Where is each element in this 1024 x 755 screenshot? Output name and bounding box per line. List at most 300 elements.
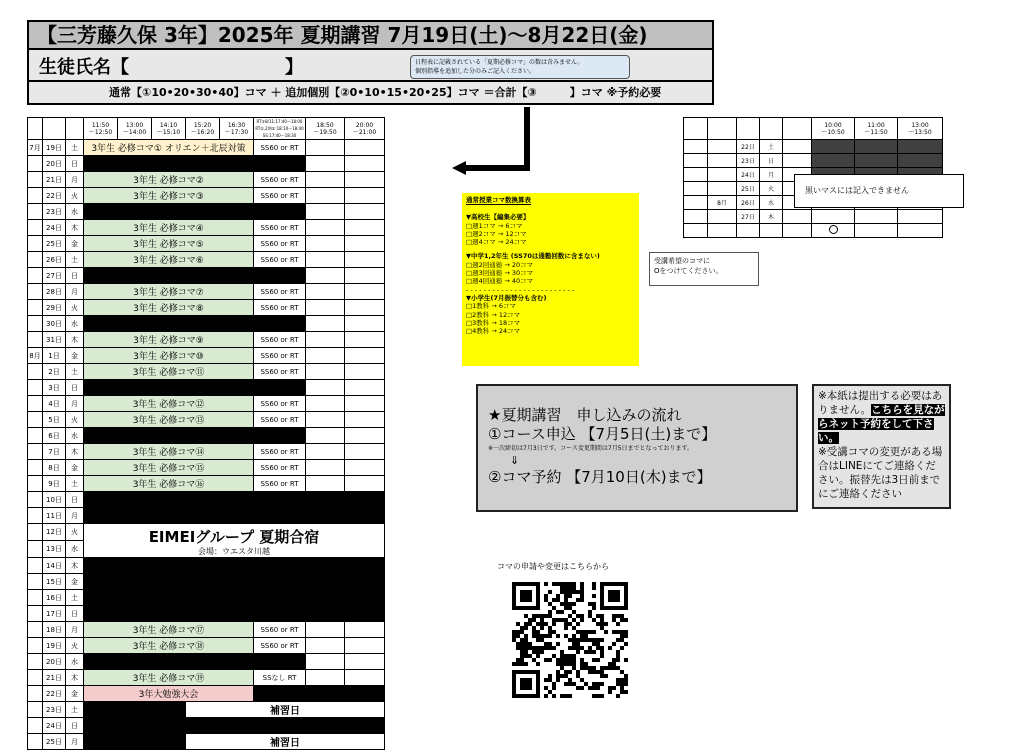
month-cell: [28, 364, 43, 380]
schedule-row: [28, 300, 385, 316]
month-cell: [28, 172, 43, 188]
time-slot-header: 13:00 〜13:50: [898, 118, 943, 140]
month-cell: [28, 412, 43, 428]
schedule-row: [28, 220, 385, 236]
weekday-cell: 火: [66, 638, 84, 654]
evening-slot-cell[interactable]: [345, 654, 385, 670]
date-cell: 25日: [737, 182, 760, 196]
month-cell: 8月: [708, 196, 737, 210]
weekday-cell: 金: [66, 686, 84, 702]
evening-slot-cell[interactable]: [306, 284, 345, 300]
required-koma-cell: 3年生 必修コマ① オリエン＋北辰対策: [84, 140, 254, 156]
ss-rt-cell[interactable]: SS60 or RT: [254, 300, 306, 316]
required-koma-cell: 3年生 必修コマ④: [84, 220, 254, 236]
extra-row: [684, 224, 943, 238]
ss-rt-cell[interactable]: SS60 or RT: [254, 396, 306, 412]
schedule-row: [28, 428, 385, 444]
time-slot-header: 15:20 〜16:20: [186, 118, 220, 140]
evening-slot-cell[interactable]: [306, 364, 345, 380]
ss-rt-cell[interactable]: SS60 or RT: [254, 188, 306, 204]
weekday-cell: 水: [66, 316, 84, 332]
weekday-cell: 土: [66, 252, 84, 268]
slot-cell[interactable]: [855, 210, 898, 224]
note-text: ※受講コマの変更がある場合はLINEにてご連絡ください。振替先は3日前までにご連絡ください: [818, 446, 943, 500]
evening-slot-cell[interactable]: [345, 396, 385, 412]
month-cell: [28, 220, 43, 236]
evening-slot-cell[interactable]: [306, 300, 345, 316]
blocked-cell: [84, 654, 306, 670]
camp-title: EIMEIグループ 夏期合宿: [148, 528, 320, 546]
schedule-row: [28, 364, 385, 380]
month-cell: [708, 168, 737, 182]
circle-callout: [649, 252, 759, 286]
month-cell: [28, 574, 43, 590]
header-blank-cell: [684, 118, 708, 140]
required-koma-cell: 3年生 必修コマ⑬: [84, 412, 254, 428]
date-cell: 30日: [43, 316, 66, 332]
ss-rt-cell[interactable]: SS60 or RT: [254, 252, 306, 268]
evening-slot-cell[interactable]: [306, 476, 345, 492]
spacer-cell: [783, 210, 812, 224]
blocked-cell: [812, 154, 855, 168]
date-cell: 20日: [43, 654, 66, 670]
makeup-day-cell: 補習日: [186, 734, 385, 750]
date-cell: 21日: [43, 670, 66, 686]
flow-step-note: ※一次締切は7月3日です。コース変更期間は7月5日までとなっております。: [488, 445, 694, 452]
month-cell: [28, 541, 43, 558]
circle-callout-line: Oをつけてください。: [654, 267, 723, 275]
date-cell: 16日: [43, 590, 66, 606]
ss-rt-cell[interactable]: SS60 or RT: [254, 412, 306, 428]
schedule-row: [28, 172, 385, 188]
month-cell: [28, 606, 43, 622]
schedule-row: [28, 156, 385, 172]
evening-slot-cell[interactable]: [306, 316, 345, 332]
ss-rt-cell[interactable]: SS60 or RT: [254, 140, 306, 156]
header-blank-cell: [708, 118, 737, 140]
date-cell: 18日: [43, 622, 66, 638]
date-cell: 25日: [43, 734, 66, 750]
evening-slot-cell[interactable]: [345, 204, 385, 220]
ss-rt-cell[interactable]: SS60 or RT: [254, 284, 306, 300]
month-cell: [28, 428, 43, 444]
blocked-cell: [84, 268, 306, 284]
header-blank-cell: [760, 118, 783, 140]
conversion-line: □1教科 → 6コマ: [466, 302, 516, 311]
month-cell: [28, 188, 43, 204]
spacer-cell: [684, 140, 708, 154]
date-cell: 22日: [43, 188, 66, 204]
date-cell: 2日: [43, 364, 66, 380]
ss-rt-cell[interactable]: SS60 or RT: [254, 332, 306, 348]
schedule-row: [28, 686, 385, 702]
schedule-row: [28, 638, 385, 654]
weekday-cell: 水: [66, 428, 84, 444]
evening-slot-cell[interactable]: [306, 188, 345, 204]
schedule-row: [28, 718, 385, 734]
ss-rt-cell[interactable]: SS60 or RT: [254, 364, 306, 380]
weekday-cell: 金: [66, 460, 84, 476]
evening-slot-cell[interactable]: [345, 156, 385, 172]
date-cell: 28日: [43, 284, 66, 300]
date-cell: 5日: [43, 412, 66, 428]
month-cell: [28, 380, 43, 396]
evening-slot-cell[interactable]: [345, 316, 385, 332]
evening-slot-cell[interactable]: [306, 236, 345, 252]
month-cell: [28, 204, 43, 220]
date-cell: [737, 224, 760, 238]
evening-slot-cell[interactable]: [345, 638, 385, 654]
ss-rt-cell[interactable]: SS60 or RT: [254, 220, 306, 236]
evening-slot-cell[interactable]: [306, 622, 345, 638]
conversion-line: □週2回通塾 → 20コマ: [466, 260, 534, 269]
conversion-title: 通常授業コマ数換算表: [466, 196, 531, 204]
ss-rt-cell[interactable]: SS60 or RT: [254, 638, 306, 654]
conversion-line: □週3回通塾 → 30コマ: [466, 269, 534, 278]
month-cell: 8月: [28, 348, 43, 364]
evening-slot-cell[interactable]: [306, 654, 345, 670]
schedule-row: [28, 396, 385, 412]
evening-slot-cell[interactable]: [345, 332, 385, 348]
extra-header-row: [684, 118, 943, 140]
date-cell: 19日: [43, 638, 66, 654]
weekday-cell: 日: [66, 380, 84, 396]
weekday-cell: 土: [66, 140, 84, 156]
schedule-note-line: 個別指導を追加した分のみご記入ください。: [415, 68, 536, 75]
evening-slot-cell[interactable]: [306, 444, 345, 460]
month-cell: [28, 718, 43, 734]
spacer-cell: [684, 182, 708, 196]
slot-cell[interactable]: [855, 224, 898, 238]
evening-slot-cell[interactable]: [306, 172, 345, 188]
date-cell: 21日: [43, 172, 66, 188]
blocked-cell: [84, 428, 306, 444]
weekday-cell: 月: [66, 284, 84, 300]
weekday-cell: 月: [66, 396, 84, 412]
time-slot-header: 14:10 〜15:10: [152, 118, 186, 140]
weekday-cell: 火: [760, 182, 783, 196]
header-blank-cell: [66, 118, 84, 140]
evening-slot-cell[interactable]: [306, 638, 345, 654]
schedule-row: [28, 380, 385, 396]
weekday-cell: 日: [66, 492, 84, 508]
month-cell: [28, 396, 43, 412]
evening-slot-cell[interactable]: [345, 188, 385, 204]
date-cell: 12日: [43, 524, 66, 541]
required-koma-cell: 3年生 必修コマ⑯: [84, 476, 254, 492]
month-cell: [708, 224, 737, 238]
weekday-cell: 木: [66, 444, 84, 460]
blocked-cell: [84, 590, 385, 606]
weekday-cell: 火: [66, 300, 84, 316]
evening-slot-cell[interactable]: [306, 412, 345, 428]
black-cell-callout: 黒いマスには記入できません: [794, 174, 964, 208]
required-koma-cell: 3年生 必修コマ⑫: [84, 396, 254, 412]
blocked-cell: [84, 606, 385, 622]
blocked-cell: [84, 156, 306, 172]
spacer-cell: [684, 196, 708, 210]
spacer-cell: [684, 224, 708, 238]
weekday-cell: [760, 224, 783, 238]
month-cell: 7月: [28, 140, 43, 156]
weekday-cell: 土: [66, 590, 84, 606]
month-cell: [28, 622, 43, 638]
ss-rt-cell[interactable]: SS60 or RT: [254, 460, 306, 476]
evening-slot-cell[interactable]: [345, 140, 385, 156]
spacer-cell: [783, 224, 812, 238]
conversion-line: □週2コマ → 12コマ: [466, 229, 527, 238]
required-koma-cell: 3年生 必修コマ⑱: [84, 638, 254, 654]
date-cell: 27日: [43, 268, 66, 284]
time-slot-header: 20:00 〜21:00: [345, 118, 385, 140]
month-cell: [708, 154, 737, 168]
date-cell: 24日: [43, 718, 66, 734]
blocked-cell: [84, 508, 385, 524]
weekday-cell: 月: [66, 734, 84, 750]
weekday-cell: 火: [66, 412, 84, 428]
conversion-line: ▼中学1,2年生 (SS70は通塾回数に含まない): [466, 252, 600, 261]
evening-slot-cell[interactable]: [345, 252, 385, 268]
date-cell: 26日: [43, 252, 66, 268]
evening-slot-cell[interactable]: [345, 348, 385, 364]
month-cell: [28, 508, 43, 524]
evening-slot-cell[interactable]: [345, 460, 385, 476]
required-koma-cell: 3年生 必修コマ⑦: [84, 284, 254, 300]
ss-rt-cell[interactable]: SS60 or RT: [254, 622, 306, 638]
blocked-cell: [84, 380, 306, 396]
summer-camp-cell: [84, 524, 385, 558]
weekday-cell: 月: [66, 622, 84, 638]
month-cell: [28, 558, 43, 574]
weekday-cell: 水: [760, 196, 783, 210]
blocked-cell: [84, 204, 306, 220]
ss-rt-cell[interactable]: SS60 or RT: [254, 444, 306, 460]
extra-row: [684, 154, 943, 168]
time-slot-header: 13:00 〜14:00: [118, 118, 152, 140]
date-cell: 25日: [43, 236, 66, 252]
evening-slot-cell[interactable]: [345, 622, 385, 638]
weekday-cell: 土: [760, 140, 783, 154]
schedule-row: [28, 492, 385, 508]
month-cell: [708, 182, 737, 196]
evening-slot-cell[interactable]: [345, 300, 385, 316]
required-koma-cell: 3年生 必修コマ⑥: [84, 252, 254, 268]
conversion-line: ▼高校生【編集必要】: [466, 213, 530, 222]
date-cell: 3日: [43, 380, 66, 396]
schedule-row: [28, 412, 385, 428]
schedule-row: [28, 654, 385, 670]
circle-mark-icon: [829, 225, 838, 234]
weekday-cell: 日: [66, 268, 84, 284]
schedule-row: [28, 332, 385, 348]
evening-slot-cell[interactable]: [345, 284, 385, 300]
camp-venue: 会場：ウエスタ川越: [198, 547, 270, 556]
evening-slot-cell[interactable]: [306, 332, 345, 348]
weekday-cell: 土: [66, 476, 84, 492]
month-cell: [28, 702, 43, 718]
month-cell: [708, 140, 737, 154]
evening-slot-cell[interactable]: [345, 444, 385, 460]
schedule-row: [28, 670, 385, 686]
ss-rt-cell[interactable]: SSなし RT: [254, 670, 306, 686]
time-slot-header: 16:30 〜17:30: [220, 118, 254, 140]
evening-slot-cell[interactable]: [345, 380, 385, 396]
evening-slot-cell[interactable]: [345, 268, 385, 284]
date-cell: 11日: [43, 508, 66, 524]
evening-slot-cell[interactable]: [306, 396, 345, 412]
blocked-cell: [84, 492, 385, 508]
evening-slot-cell[interactable]: [345, 236, 385, 252]
schedule-row: [28, 188, 385, 204]
conversion-line: ▼小学生(7月振替分も含む): [466, 293, 547, 302]
circle-callout-line: 受講希望のコマに: [654, 257, 710, 265]
schedule-row: [28, 284, 385, 300]
required-koma-cell: 3年生 必修コマ⑲: [84, 670, 254, 686]
date-cell: 26日: [737, 196, 760, 210]
weekday-cell: 月: [66, 172, 84, 188]
month-cell: [28, 670, 43, 686]
slot-cell[interactable]: [812, 210, 855, 224]
schedule-row: [28, 734, 385, 750]
arrow-head-icon: [452, 161, 466, 175]
spacer-cell: [783, 140, 812, 154]
required-koma-cell: 3年生 必修コマ⑩: [84, 348, 254, 364]
schedule-row: [28, 204, 385, 220]
header-blank-cell: [43, 118, 66, 140]
spacer-cell: [684, 210, 708, 224]
schedule-row: [28, 236, 385, 252]
date-cell: 17日: [43, 606, 66, 622]
date-cell: 29日: [43, 300, 66, 316]
weekday-cell: 月: [760, 168, 783, 182]
schedule-row: [28, 476, 385, 492]
page-title: 【三芳藤久保 3年】2025年 夏期講習 7月19日(土)〜8月22日(金): [27, 20, 714, 50]
evening-slot-cell[interactable]: [345, 220, 385, 236]
weekday-cell: 金: [66, 236, 84, 252]
slot-cell[interactable]: [898, 210, 943, 224]
month-cell: [28, 284, 43, 300]
ss-rt-cell[interactable]: SS60 or RT: [254, 348, 306, 364]
evening-slot-cell[interactable]: [306, 220, 345, 236]
evening-slot-cell[interactable]: [306, 428, 345, 444]
evening-slot-cell[interactable]: [345, 412, 385, 428]
date-cell: 19日: [43, 140, 66, 156]
extra-row: [684, 140, 943, 154]
schedule-row: [28, 252, 385, 268]
date-cell: 10日: [43, 492, 66, 508]
student-name-close: 】: [285, 57, 303, 78]
date-cell: 24日: [43, 220, 66, 236]
time-slot-header: 18:50 〜19:50: [306, 118, 345, 140]
weekday-cell: 木: [66, 670, 84, 686]
evening-slot-cell[interactable]: [345, 364, 385, 380]
evening-slot-cell[interactable]: [306, 348, 345, 364]
date-cell: 22日: [43, 686, 66, 702]
month-cell: [28, 300, 43, 316]
evening-slot-cell[interactable]: [345, 476, 385, 492]
evening-slot-cell[interactable]: [306, 140, 345, 156]
evening-slot-cell[interactable]: [345, 670, 385, 686]
header-blank-cell: [28, 118, 43, 140]
month-cell: [28, 638, 43, 654]
schedule-row: [28, 268, 385, 284]
weekday-cell: 月: [66, 508, 84, 524]
weekday-cell: 木: [66, 332, 84, 348]
flow-step-course: ①コース申込 【7月5日(土)まで】: [488, 425, 717, 443]
date-cell: 31日: [43, 332, 66, 348]
header-blank-cell: [737, 118, 760, 140]
evening-slot-cell[interactable]: [306, 460, 345, 476]
student-name-label: 生徒氏名【: [39, 57, 129, 78]
date-cell: 14日: [43, 558, 66, 574]
slot-cell[interactable]: [812, 224, 855, 238]
schedule-row: [28, 558, 385, 574]
blocked-cell: [898, 154, 943, 168]
blocked-cell: [84, 702, 186, 718]
evening-slot-cell[interactable]: [306, 204, 345, 220]
spacer-cell: [684, 168, 708, 182]
qr-code-icon[interactable]: [510, 582, 630, 698]
required-koma-cell: 3年生 必修コマ⑮: [84, 460, 254, 476]
required-koma-cell: 3年生 必修コマ⑤: [84, 236, 254, 252]
blocked-cell: [812, 140, 855, 154]
schedule-row: [28, 590, 385, 606]
arrow-line: [465, 165, 530, 171]
weekday-cell: 土: [66, 702, 84, 718]
schedule-row: [28, 140, 385, 156]
time-slot-header: 10:00 〜10:50: [812, 118, 855, 140]
blocked-cell: [84, 316, 306, 332]
conversion-line: □週4コマ → 24コマ: [466, 238, 527, 247]
weekday-cell: 火: [66, 524, 84, 541]
schedule-header-row: [28, 118, 385, 140]
submission-note-box: [812, 384, 951, 509]
evening-slot-cell[interactable]: [306, 670, 345, 686]
weekday-cell: 木: [760, 210, 783, 224]
month-cell: [28, 734, 43, 750]
evening-slot-cell[interactable]: [306, 268, 345, 284]
evening-slot-cell[interactable]: [345, 172, 385, 188]
ss-rt-cell[interactable]: SS60 or RT: [254, 172, 306, 188]
extra-row: [684, 210, 943, 224]
blocked-cell: [84, 718, 385, 734]
flow-title: ★夏期講習 申し込みの流れ: [488, 406, 682, 424]
month-cell: [28, 524, 43, 541]
date-cell: 9日: [43, 476, 66, 492]
schedule-row: [28, 702, 385, 718]
evening-slot-cell[interactable]: [306, 380, 345, 396]
evening-slot-cell[interactable]: [345, 428, 385, 444]
slot-cell[interactable]: [898, 224, 943, 238]
schedule-row: [28, 348, 385, 364]
weekday-cell: 水: [66, 654, 84, 670]
conversion-line: □3教科 → 18コマ: [466, 318, 521, 327]
blocked-cell: [84, 574, 385, 590]
schedule-row: [28, 622, 385, 638]
required-koma-cell: 3年生 必修コマ③: [84, 188, 254, 204]
time-slot-header: RT①8/11:17:40〜18:00 RT①,2期①:18:10〜18:40 SS:17:40〜18:30: [255, 119, 304, 138]
ss-rt-cell[interactable]: SS60 or RT: [254, 236, 306, 252]
ss-rt-cell[interactable]: SS60 or RT: [254, 476, 306, 492]
evening-slot-cell[interactable]: [306, 252, 345, 268]
date-cell: 27日: [737, 210, 760, 224]
conversion-line: □週4回通塾 → 40コマ: [466, 277, 534, 286]
month-cell: [28, 590, 43, 606]
evening-slot-cell[interactable]: [306, 156, 345, 172]
blocked-cell: [254, 686, 306, 702]
schedule-row: [28, 574, 385, 590]
weekday-cell: 木: [66, 558, 84, 574]
